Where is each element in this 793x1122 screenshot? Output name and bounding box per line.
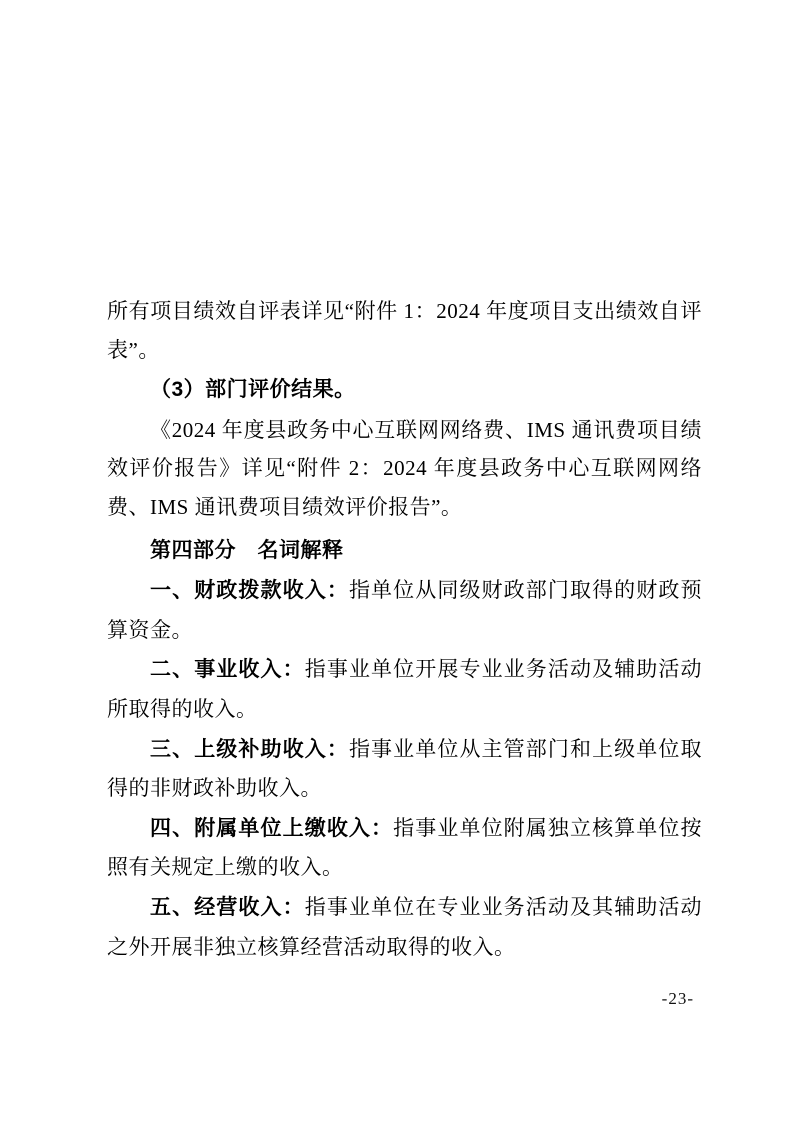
text-segment: 指事业单位附属独立核算单位按照有关规定上缴的收入。 (107, 815, 703, 880)
paragraph-6 (107, 650, 702, 728)
text-segment-bold: 二、事业收入： (150, 658, 305, 682)
paragraph-3 (107, 411, 702, 527)
text-segment: 指事业单位开展专业业务活动及辅助活动所取得的收入。 (107, 657, 703, 721)
text-segment: 《2024 年度县政务中心互联网网络费、IMS 通讯费项目绩效评价报告》详见“附件 2：2024 年度县政务中心互联网网络费、IMS 通讯费项目绩效评价报告”。 (107, 417, 702, 519)
paragraph-9 (107, 888, 702, 966)
paragraph-7 (107, 730, 702, 808)
text-segment-bold: 一、财政拨款收入： (150, 579, 349, 603)
paragraph-5 (107, 571, 702, 649)
text-segment-bold: 三、上级补助收入： (150, 737, 349, 761)
page-number: -23- (661, 989, 694, 1008)
text-segment-bold: 第四部分 名词解释 (150, 538, 344, 562)
text-segment-bold: 四、附属单位上缴收入： (150, 816, 394, 840)
document-body (107, 292, 702, 966)
paragraph-2 (107, 370, 702, 410)
text-segment-bold: （3）部门评价结果。 (150, 378, 356, 402)
text-segment: 指单位从同级财政部门取得的财政预算资金。 (107, 578, 702, 642)
paragraph-1 (107, 292, 702, 369)
text-segment-bold: 五、经营收入： (150, 895, 305, 919)
text-segment: 指事业单位从主管部门和上级单位取得的非财政补助收入。 (107, 736, 702, 801)
section-heading (107, 531, 702, 571)
text-segment: 指事业单位在专业业务活动及其辅助活动之外开展非独立核算经营活动取得的收入。 (107, 894, 703, 959)
paragraph-8 (107, 809, 702, 887)
text-segment: 所有项目绩效自评表详见“附件 1：2024 年度项目支出绩效自评表”。 (107, 299, 702, 362)
